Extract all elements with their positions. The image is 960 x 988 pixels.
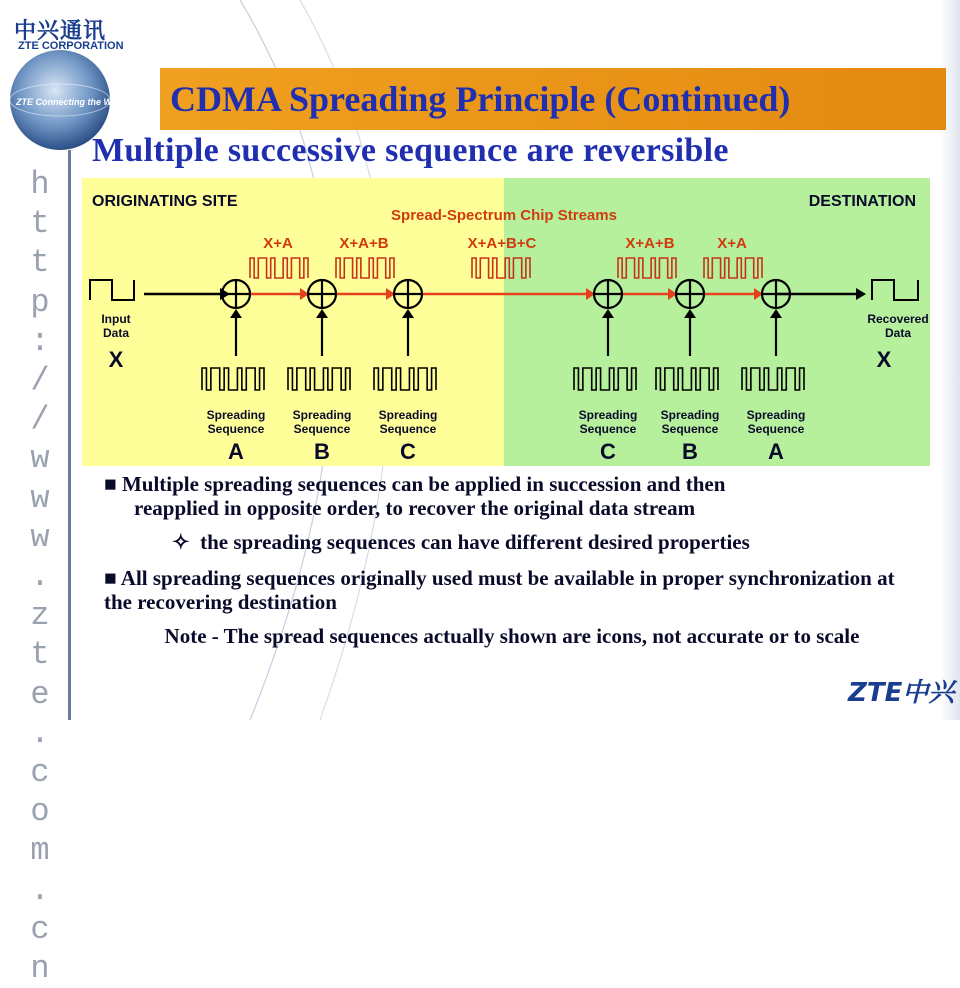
recovered-data-label-line2: Data <box>884 326 912 340</box>
stream-label: X+A+B+C <box>467 235 537 252</box>
xor-operator-icon <box>676 280 704 308</box>
left-rule <box>68 150 71 720</box>
sequence-caption: Sequence <box>579 422 637 436</box>
xor-operator-icon <box>394 280 422 308</box>
sequence-caption: Sequence <box>661 422 719 436</box>
bullet-1 <box>104 472 914 520</box>
sequence-letter: C <box>400 439 416 464</box>
url-char: . <box>30 714 50 752</box>
zte-footer-logo: ZTE中兴 <box>848 678 955 708</box>
url-char: w <box>30 518 50 556</box>
sequence-letter: B <box>314 439 330 464</box>
zte-corporation-label: ZTE CORPORATION <box>18 40 124 52</box>
url-char: c <box>30 754 50 792</box>
square-bullet-icon: ■ <box>104 566 117 590</box>
sequence-letter: C <box>600 439 616 464</box>
sequence-caption: Spreading <box>206 408 266 422</box>
url-char: w <box>30 479 50 517</box>
stream-label: X+A <box>263 235 293 252</box>
input-data-label-line2: Data <box>102 326 130 340</box>
sequence-caption: Spreading <box>578 408 638 422</box>
diamond-bullet-icon: ✧ <box>172 530 190 554</box>
xor-operator-icon <box>762 280 790 308</box>
bullet-1-continued: reapplied in opposite order, to recover the original data stream <box>134 496 696 520</box>
sequence-caption: Sequence <box>207 422 265 436</box>
xor-operator-icon <box>222 280 250 308</box>
xor-operator-icon <box>308 280 336 308</box>
destination-label: DESTINATION <box>808 193 916 210</box>
zte-logo-chinese: 中兴通讯 <box>14 19 107 44</box>
url-char: t <box>30 636 50 674</box>
sequence-caption: Spreading <box>660 408 720 422</box>
sequence-caption: Spreading <box>746 408 806 422</box>
sequence-caption: Sequence <box>293 422 351 436</box>
stream-label: X+A+B <box>625 235 675 252</box>
output-symbol: X <box>876 347 892 372</box>
url-char: t <box>30 244 50 282</box>
url-char: w <box>30 440 50 478</box>
originating-site-label: ORIGINATING SITE <box>92 193 238 210</box>
input-data-label-line1: Input <box>101 312 131 326</box>
sequence-letter: A <box>768 439 784 464</box>
url-char: / <box>30 401 50 439</box>
url-char: . <box>30 871 50 909</box>
url-char: e <box>30 675 50 713</box>
url-char: . <box>30 558 50 596</box>
url-char: o <box>30 793 50 831</box>
spreading-diagram <box>82 178 930 466</box>
square-bullet-icon: ■ <box>104 472 117 496</box>
url-char: n <box>30 950 50 988</box>
url-char: z <box>30 597 50 635</box>
bullet-2 <box>172 530 750 555</box>
recovered-data-label-line1: Recovered <box>867 312 929 326</box>
note-text: Note - The spread sequences actually shown are icons, not accurate or to scale <box>164 624 860 648</box>
slide-subtitle: Multiple successive sequence are reversible <box>92 132 729 169</box>
bullet-3-continued: synchronization at the recovering destination <box>104 566 895 614</box>
bullet-2-text: the spreading sequences can have different desired properties <box>200 530 750 554</box>
sequence-letter: A <box>228 439 244 464</box>
vertical-url <box>22 165 58 988</box>
sequence-caption: Spreading <box>378 408 438 422</box>
stream-label: X+A <box>717 235 747 252</box>
sequence-caption: Spreading <box>292 408 352 422</box>
xor-operator-icon <box>594 280 622 308</box>
url-char: t <box>30 205 50 243</box>
bullet-3-text: All spreading sequences originally used must be available in proper <box>120 566 724 590</box>
stream-label: X+A+B <box>339 235 389 252</box>
sequence-letter: B <box>682 439 698 464</box>
url-char: h <box>30 166 50 203</box>
slogan: ZTE Connecting the World <box>16 97 129 107</box>
sequence-caption: Sequence <box>747 422 805 436</box>
url-char: m <box>30 832 50 870</box>
url-char: : <box>30 322 50 360</box>
url-char: p <box>30 283 50 321</box>
bullet-3 <box>104 566 914 614</box>
url-char: c <box>30 910 50 948</box>
slide-title: CDMA Spreading Principle (Continued) <box>170 79 791 119</box>
bullet-1-text: Multiple spreading sequences can be applied in succession and then <box>121 472 726 496</box>
input-symbol: X <box>108 347 124 372</box>
sequence-caption: Sequence <box>379 422 437 436</box>
url-char: / <box>30 362 50 400</box>
chip-streams-label: Spread-Spectrum Chip Streams <box>391 207 617 224</box>
